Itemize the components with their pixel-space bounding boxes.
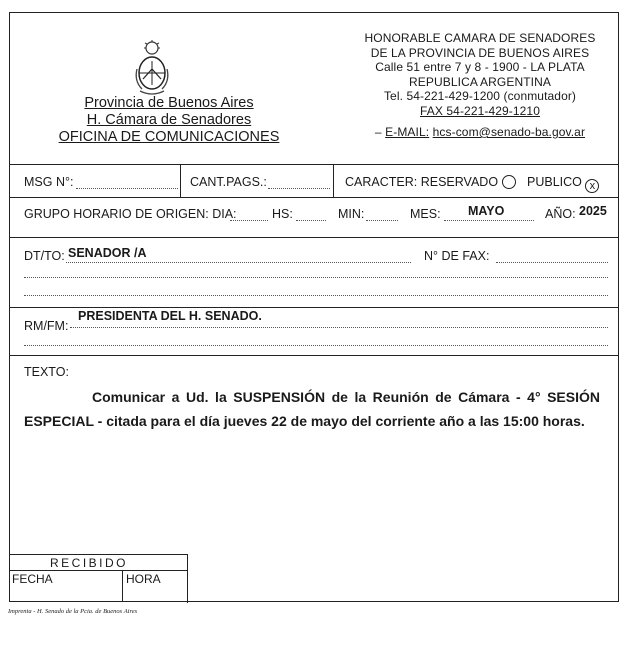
fecha-label: FECHA — [12, 572, 53, 586]
dtto-label: DT/TO: — [24, 249, 65, 263]
communication-form — [9, 12, 619, 602]
header-right-line3: Calle 51 entre 7 y 8 - 1900 - LA PLATA — [375, 60, 585, 74]
caracter-reservado-label: CARACTER: RESERVADO — [345, 175, 516, 189]
msg-label: MSG N°: — [24, 175, 74, 189]
cant-pags-label: CANT.PAGS.: — [190, 175, 267, 189]
publico-label: PUBLICO x — [527, 175, 599, 193]
anio-label: AÑO: — [545, 207, 576, 221]
hs-label: HS: — [272, 207, 293, 221]
header-email: – E-MAIL: hcs-com@senado-ba.gov.ar — [374, 125, 586, 139]
min-field[interactable] — [366, 220, 398, 221]
reservado-radio[interactable] — [502, 175, 516, 189]
email-label: E-MAIL: — [385, 125, 430, 139]
rmfm-value: PRESIDENTA DEL H. SENADO. — [78, 309, 262, 323]
footer-imprint: Imprenta - H. Senado de la Pcia. de Buenos Aires — [8, 608, 138, 615]
hs-field[interactable] — [296, 220, 326, 221]
dia-field[interactable] — [230, 220, 268, 221]
header-left — [54, 95, 284, 146]
header-right — [355, 31, 605, 140]
header-right-phone: Tel. 54-221-429-1200 (conmutador) — [383, 89, 577, 103]
rmfm-label: RM/FM: — [24, 319, 69, 333]
coat-of-arms-icon — [132, 39, 172, 97]
msg-field[interactable] — [76, 188, 178, 189]
recibido-title: RECIBIDO — [50, 556, 129, 570]
header-right-line2: DE LA PROVINCIA DE BUENOS AIRES — [370, 45, 590, 60]
chamber-name: H. Cámara de Senadores — [86, 112, 252, 128]
publico-radio[interactable]: x — [585, 179, 599, 193]
dtto-value: SENADOR /A — [68, 246, 147, 260]
fax-label: N° DE FAX: — [424, 249, 490, 263]
hora-label: HORA — [126, 572, 161, 586]
email-value[interactable]: hcs-com@senado-ba.gov.ar — [432, 125, 586, 139]
cant-pags-field[interactable] — [268, 188, 330, 189]
message-paragraph: Comunicar a Ud. la SUSPENSIÓN de la Reunión de Cámara - 4° SESIÓN ESPECIAL - citada para el día jueves 22 de mayo del corriente año a las 15:00 horas. — [24, 389, 600, 429]
header-right-fax: FAX 54-221-429-1210 — [420, 103, 540, 118]
anio-value: 2025 — [579, 204, 607, 218]
mes-value: MAYO — [468, 204, 505, 218]
texto-label: TEXTO: — [24, 365, 69, 379]
message-body — [24, 385, 600, 433]
grupo-horario-label: GRUPO HORARIO DE ORIGEN: DIA: — [24, 207, 237, 221]
province-name: Provincia de Buenos Aires — [84, 95, 254, 111]
min-label: MIN: — [338, 207, 365, 221]
header-right-line1: HONORABLE CAMARA DE SENADORES — [364, 31, 596, 45]
office-name: OFICINA DE COMUNICACIONES — [58, 129, 280, 145]
mes-label: MES: — [410, 207, 441, 221]
header-right-line4: REPUBLICA ARGENTINA — [409, 74, 551, 89]
fax-field[interactable] — [496, 262, 608, 263]
